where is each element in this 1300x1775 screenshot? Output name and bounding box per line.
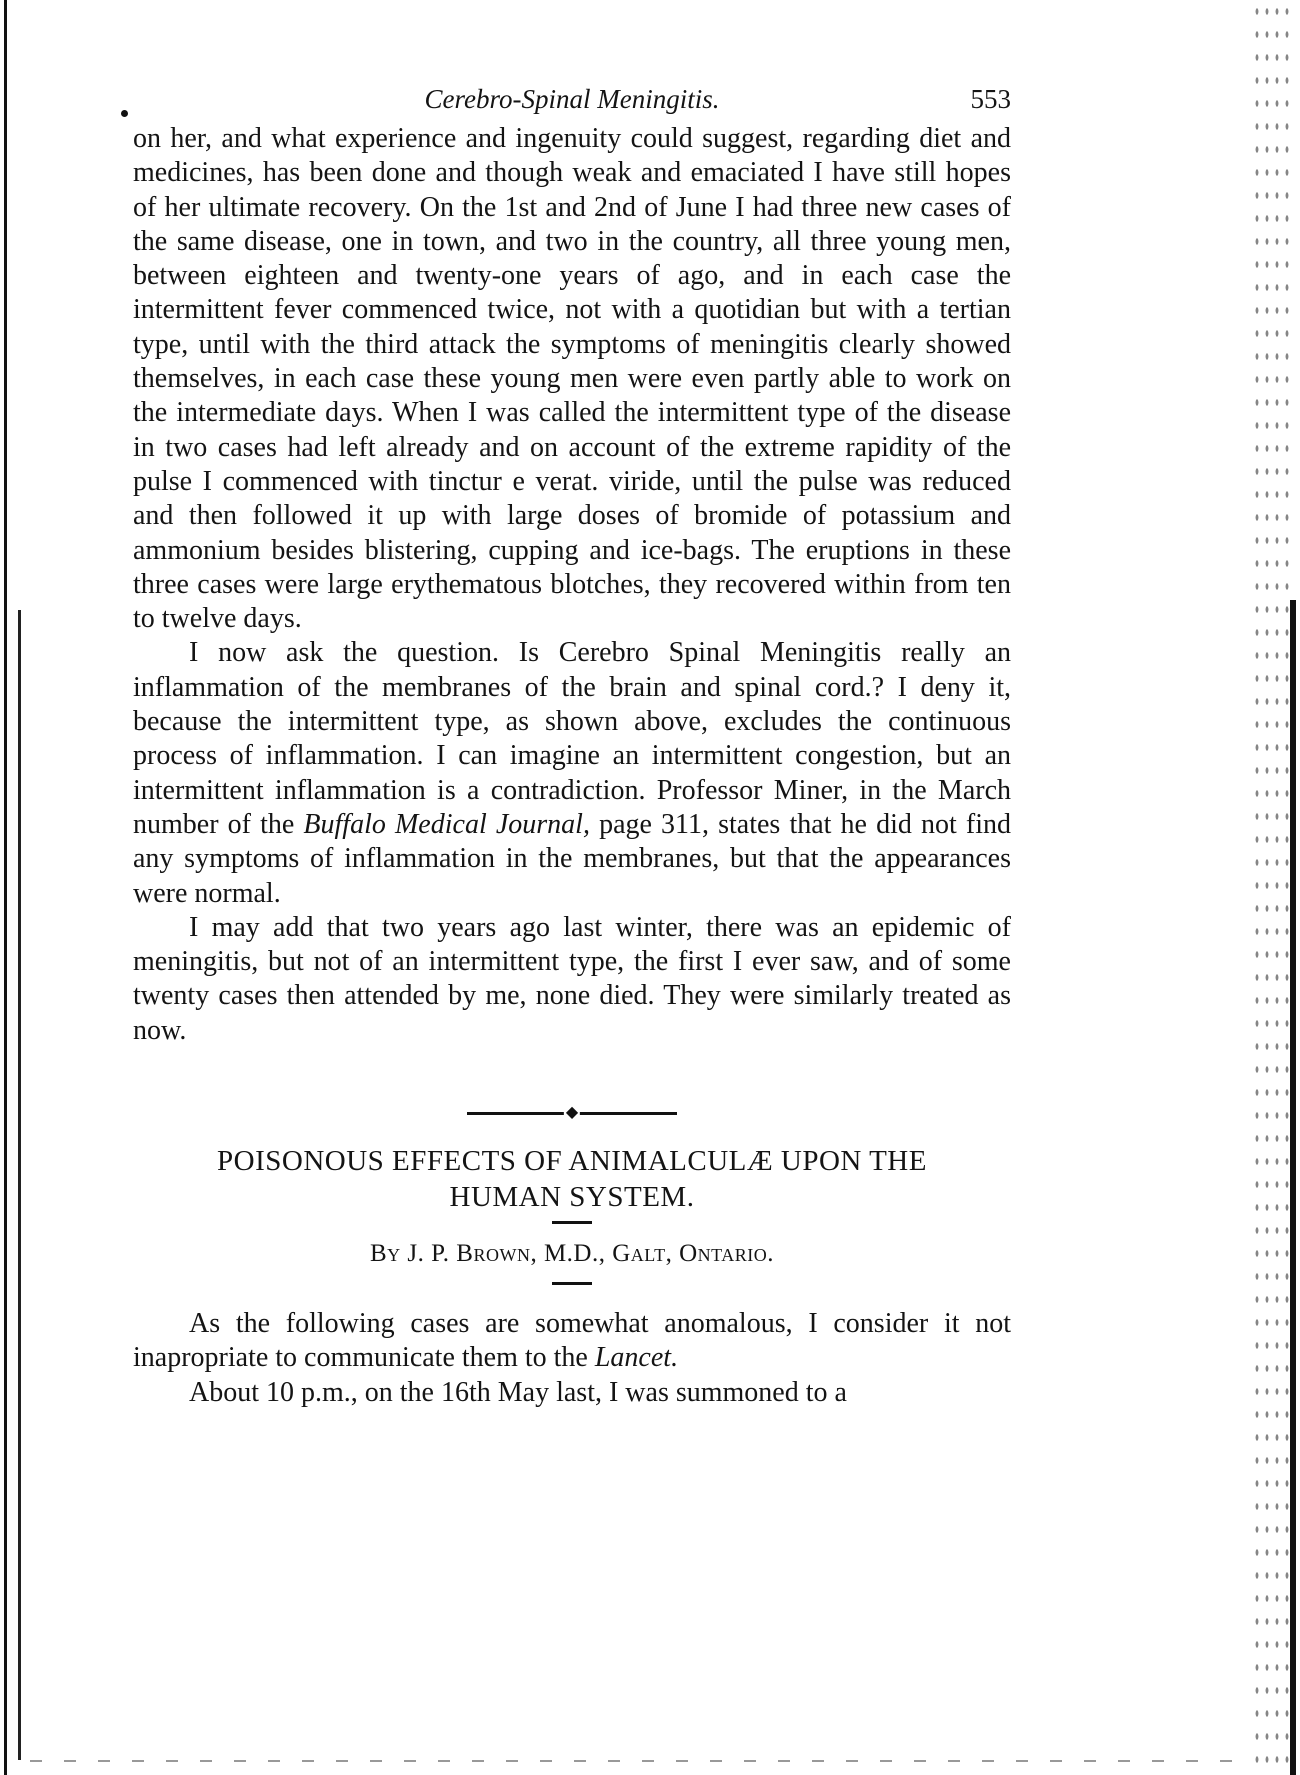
- scan-binding-line: [18, 610, 21, 1760]
- paragraph-question: [133, 636, 1011, 910]
- article-paragraph-case: About 10 p.m., on the 16th May last, I was summoned to a: [189, 1376, 847, 1408]
- title-rule: [552, 1221, 592, 1224]
- continuation-text: [133, 122, 1011, 1048]
- paragraph-question-text: I now ask the question. Is Cerebro Spinal Meningitis really an inflammation of the membranes of the brain and spinal cord.? I deny it, because the intermittent type, as shown above, excludes the continuous process of inflammation. I can imagine an intermittent congestion, but an intermittent inflammation is a contradiction. Professor Miner, in the March number of the: [133, 637, 1011, 840]
- journal-title: Buffalo Medical Journal,: [303, 808, 590, 840]
- ink-dot-mark: [121, 110, 128, 117]
- paragraph-question-tail: page 311, states that he did not find any symptoms of inflammation in the membranes, but that the appearances were normal.: [133, 808, 1011, 909]
- article-title: [133, 1143, 1011, 1215]
- article-paragraph-intro: [133, 1307, 1011, 1376]
- article-body: [133, 1307, 1011, 1410]
- running-head-title: Cerebro-Spinal Meningitis.: [424, 84, 720, 114]
- section-separator: [467, 1112, 677, 1115]
- article-title-line-2: HUMAN SYSTEM.: [449, 1181, 695, 1214]
- book-page: [133, 82, 1011, 1410]
- paragraph-epidemic: I may add that two years ago last winter, there was an epidemic of meningitis, but not of an intermittent type, the first I ever saw, and of some twenty cases then attended by me, none died. They were similarly treated as now.: [133, 911, 1011, 1046]
- byline-rule: [552, 1282, 592, 1285]
- article-byline: By J. P. Brown, M.D., Galt, Ontario.: [370, 1240, 774, 1268]
- scan-bottom-smudge: [30, 1760, 1240, 1762]
- lancet-title: Lancet.: [594, 1342, 679, 1374]
- scan-left-edge: [4, 0, 10, 1775]
- scan-right-edge-bar: [1290, 600, 1296, 1775]
- article-title-line-1: POISONOUS EFFECTS OF ANIMALCULÆ UPON THE: [217, 1145, 927, 1178]
- running-head: [133, 82, 1011, 122]
- paragraph-continued: on her, and what experience and ingenuity could suggest, regarding diet and medicines, has been done and though weak and emaciated I have still hopes of her ultimate recovery. On the 1st and 2nd of June I had three new cases of the same disease, one in town, and two in the country, all three young men, between eighteen and twenty-one years of ago, and in each case the intermittent fever commenced twice, not with a quotidian but with a tertian type, until with the third attack the symptoms of meningitis clearly showed themselves, in each case these young men were even partly able to work on the intermediate days. When I was called the intermittent type of the disease in two cases had left already and on account of the extreme rapidity of the pulse I commenced with tinctur e verat. viride, until the pulse was reduced and then followed it up with large doses of bromide of potassium and ammonium besides blistering, cupping and ice-bags. The eruptions in these three cases were large erythematous blotches, they recovered within from ten to twelve days.: [133, 123, 1011, 635]
- article-paragraph-intro-text: As the following cases are somewhat anomalous, I consider it not inapropriate to communicate them to the: [133, 1308, 1011, 1374]
- scan-right-edge-noise: [1252, 0, 1292, 1775]
- page-number: 553: [970, 84, 1011, 114]
